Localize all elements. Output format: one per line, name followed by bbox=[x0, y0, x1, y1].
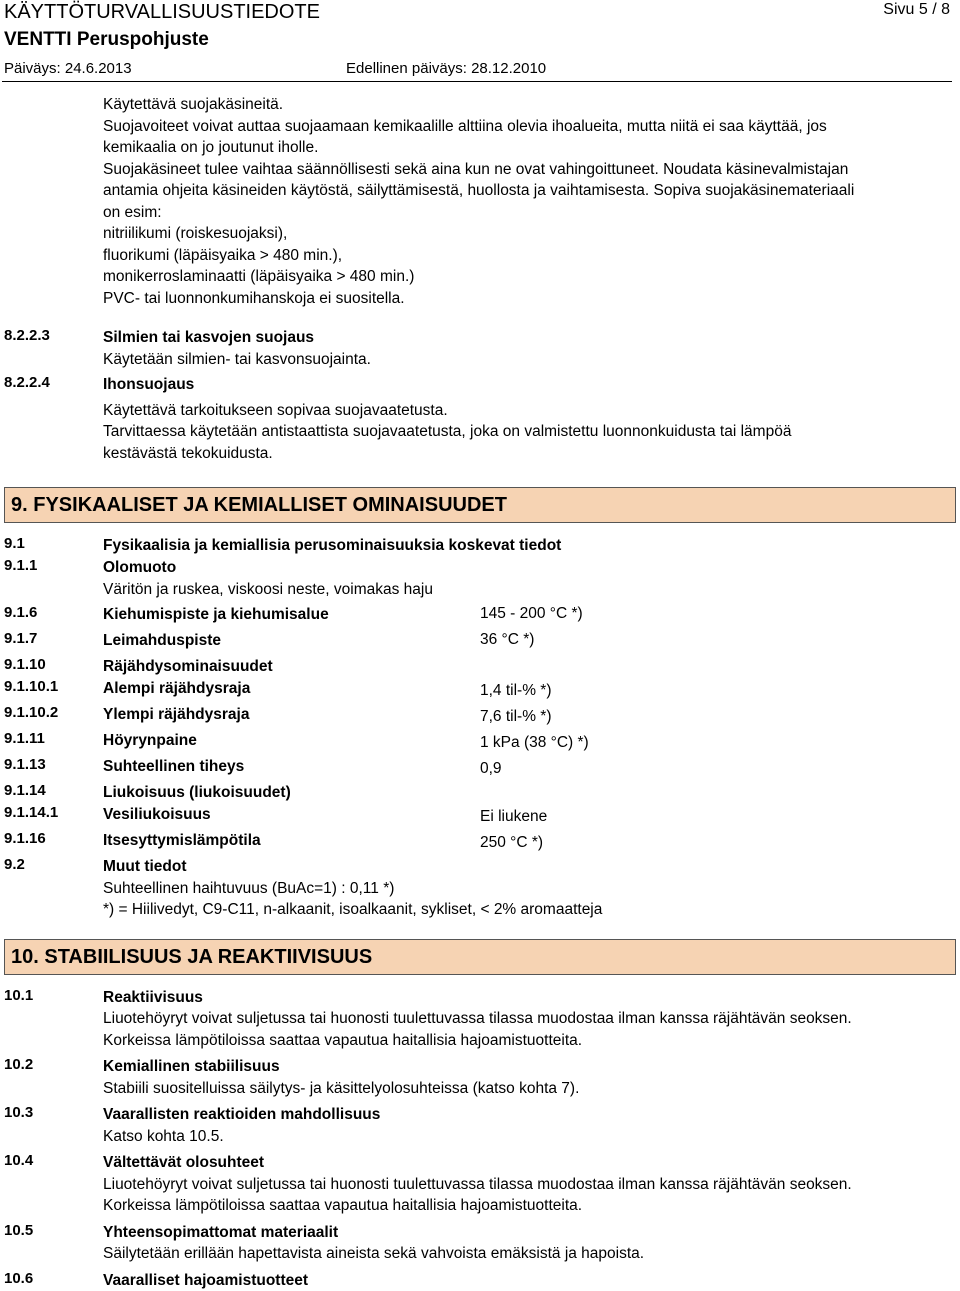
section-number: 10.2 bbox=[4, 1056, 100, 1073]
header-divider bbox=[2, 81, 952, 82]
property-row bbox=[0, 630, 960, 656]
property-row bbox=[0, 704, 960, 730]
section-number: 10.4 bbox=[4, 1152, 100, 1169]
section-10-5 bbox=[0, 1222, 960, 1265]
property-name: Höyrynpaine bbox=[103, 730, 952, 752]
section-number: 10.6 bbox=[4, 1270, 100, 1287]
gloves-line: fluorikumi (läpäisyaika > 480 min.), bbox=[103, 245, 952, 267]
property-value: Ei liukene bbox=[480, 808, 547, 826]
section-number: 9.2 bbox=[4, 856, 100, 873]
property-row bbox=[0, 604, 960, 630]
section-9-1 bbox=[0, 535, 960, 557]
property-name: Kiehumispiste ja kiehumisalue bbox=[103, 604, 952, 626]
property-value: 1 kPa (38 °C) *) bbox=[480, 734, 589, 752]
gloves-line: on esim: bbox=[103, 202, 952, 224]
section-9-2 bbox=[0, 856, 960, 921]
section-text: Tarvittaessa käytetään antistaattista suojavaatetusta, joka on valmistettu luonnonkuidusta tai lämpöä bbox=[103, 421, 952, 443]
section-number: 10.5 bbox=[4, 1222, 100, 1239]
gloves-line: Käytettävä suojakäsineitä. bbox=[103, 94, 952, 116]
section-number: 9.1.14.1 bbox=[4, 804, 100, 821]
gloves-line: PVC- tai luonnonkumihanskoja ei suositella. bbox=[103, 288, 952, 310]
property-name: Leimahduspiste bbox=[103, 630, 952, 652]
gloves-line: Suojavoiteet voivat auttaa suojaamaan kemikaalille alttiina olevia ihoalueita, mutta niitä ei saa käyttää, jos bbox=[103, 116, 952, 138]
property-value: 145 - 200 °C *) bbox=[480, 605, 583, 623]
section-title: Fysikaalisia ja kemiallisia perusominaisuuksia koskevat tiedot bbox=[103, 535, 952, 557]
section-text: Liuotehöyryt voivat suljetussa tai huonosti tuulettuvassa tilassa muodostaa ilman kanssa räjähtävän seoksen. bbox=[103, 1008, 952, 1030]
section-text: Katso kohta 10.5. bbox=[103, 1126, 952, 1148]
section-text: Väritön ja ruskea, viskoosi neste, voimakas haju bbox=[103, 579, 952, 601]
gloves-line: monikerroslaminaatti (läpäisyaika > 480 min.) bbox=[103, 266, 952, 288]
section-text: kestävästä tekokuidusta. bbox=[103, 443, 952, 465]
section-number: 8.2.2.4 bbox=[4, 374, 100, 391]
issue-date: Päiväys: 24.6.2013 bbox=[4, 60, 132, 77]
section-number: 9.1.1 bbox=[4, 557, 100, 574]
section-title: Ihonsuojaus bbox=[103, 374, 952, 396]
property-name: Liukoisuus (liukoisuudet) bbox=[103, 782, 952, 804]
section-title: Reaktiivisuus bbox=[103, 987, 952, 1009]
section-title: Vältettävät olosuhteet bbox=[103, 1152, 952, 1174]
section-number: 8.2.2.3 bbox=[4, 327, 100, 344]
section-10-header: 10. STABIILISUUS JA REAKTIIVISUUS bbox=[4, 939, 956, 975]
property-value: 1,4 til-% *) bbox=[480, 682, 552, 700]
section-text: *) = Hiilivedyt, C9-C11, n-alkaanit, isoalkaanit, sykliset, < 2% aromaatteja bbox=[103, 899, 952, 921]
section-title: Vaaralliset hajoamistuotteet bbox=[103, 1270, 952, 1291]
section-number: 9.1 bbox=[4, 535, 100, 552]
section-title: Vaarallisten reaktioiden mahdollisuus bbox=[103, 1104, 952, 1126]
section-number: 9.1.6 bbox=[4, 604, 100, 621]
section-title: Olomuoto bbox=[103, 557, 952, 579]
section-10-3 bbox=[0, 1104, 960, 1147]
section-10-1 bbox=[0, 987, 960, 1052]
property-row bbox=[0, 656, 960, 678]
section-title: Silmien tai kasvojen suojaus bbox=[103, 327, 952, 349]
section-text: Käytetään silmien- tai kasvonsuojainta. bbox=[103, 349, 952, 371]
section-8-2-2-4 bbox=[0, 374, 960, 464]
section-text: Suhteellinen haihtuvuus (BuAc=1) : 0,11 *) bbox=[103, 878, 952, 900]
page-number: Sivu 5 / 8 bbox=[883, 1, 950, 19]
document-body bbox=[0, 94, 960, 1291]
section-title: Kemiallinen stabiilisuus bbox=[103, 1056, 952, 1078]
section-number: 9.1.16 bbox=[4, 830, 100, 847]
section-text: Stabiili suositelluissa säilytys- ja käsittelyolosuhteissa (katso kohta 7). bbox=[103, 1078, 952, 1100]
gloves-line: kemikaalia on jo joutunut iholle. bbox=[103, 137, 952, 159]
property-name: Alempi räjähdysraja bbox=[103, 678, 952, 700]
property-name: Ylempi räjähdysraja bbox=[103, 704, 952, 726]
section-10-4 bbox=[0, 1152, 960, 1217]
document-title: KÄYTTÖTURVALLISUUSTIEDOTE bbox=[4, 1, 320, 24]
property-name: Itsesyttymislämpötila bbox=[103, 830, 952, 852]
section-number: 9.1.10.1 bbox=[4, 678, 100, 695]
property-value: 0,9 bbox=[480, 760, 502, 778]
section-text: Käytettävä tarkoitukseen sopivaa suojavaatetusta. bbox=[103, 400, 952, 422]
section-title: Yhteensopimattomat materiaalit bbox=[103, 1222, 952, 1244]
property-value: 7,6 til-% *) bbox=[480, 708, 552, 726]
section-number: 10.1 bbox=[4, 987, 100, 1004]
section-number: 9.1.10.2 bbox=[4, 704, 100, 721]
section-text: Korkeissa lämpötiloissa saattaa vapautua haitallisia hajoamistuotteita. bbox=[103, 1195, 952, 1217]
section-number: 9.1.7 bbox=[4, 630, 100, 647]
property-name: Vesiliukoisuus bbox=[103, 804, 952, 826]
property-row bbox=[0, 804, 960, 830]
section-number: 9.1.10 bbox=[4, 656, 100, 673]
property-value: 250 °C *) bbox=[480, 834, 543, 852]
property-row bbox=[0, 830, 960, 856]
property-name: Suhteellinen tiheys bbox=[103, 756, 952, 778]
section-text: Korkeissa lämpötiloissa saattaa vapautua haitallisia hajoamistuotteita. bbox=[103, 1030, 952, 1052]
gloves-line: nitriilikumi (roiskesuojaksi), bbox=[103, 223, 952, 245]
page-header bbox=[0, 0, 960, 82]
section-title: Muut tiedot bbox=[103, 856, 952, 878]
section-number: 9.1.14 bbox=[4, 782, 100, 799]
product-name: VENTTI Peruspohjuste bbox=[4, 29, 209, 51]
gloves-line: Suojakäsineet tulee vaihtaa säännöllisesti sekä aina kun ne ovat vahingoittuneet. Noudata käsinevalmistajan bbox=[103, 159, 952, 181]
gloves-block bbox=[0, 94, 960, 309]
section-text: Liuotehöyryt voivat suljetussa tai huonosti tuulettuvassa tilassa muodostaa ilman kanssa räjähtävän seoksen. bbox=[103, 1174, 952, 1196]
section-number: 9.1.13 bbox=[4, 756, 100, 773]
section-number: 10.3 bbox=[4, 1104, 100, 1121]
section-9-header: 9. FYSIKAALISET JA KEMIALLISET OMINAISUUDET bbox=[4, 487, 956, 523]
section-10-2 bbox=[0, 1056, 960, 1099]
property-name: Räjähdysominaisuudet bbox=[103, 656, 952, 678]
property-row bbox=[0, 730, 960, 756]
section-10-6 bbox=[0, 1270, 960, 1291]
previous-date: Edellinen päiväys: 28.12.2010 bbox=[346, 60, 546, 77]
gloves-line: antamia ohjeita käsineiden käytöstä, säilyttämisestä, huollosta ja vaihtamisesta. Sopiva suojakäsinemateriaali bbox=[103, 180, 952, 202]
property-row bbox=[0, 678, 960, 704]
section-text: Säilytetään erillään hapettavista aineista sekä vahvoista emäksistä ja hapoista. bbox=[103, 1243, 952, 1265]
section-9-1-1 bbox=[0, 557, 960, 600]
property-row bbox=[0, 756, 960, 782]
property-row bbox=[0, 782, 960, 804]
property-value: 36 °C *) bbox=[480, 631, 534, 649]
section-number: 9.1.11 bbox=[4, 730, 100, 747]
section-8-2-2-3 bbox=[0, 327, 960, 370]
